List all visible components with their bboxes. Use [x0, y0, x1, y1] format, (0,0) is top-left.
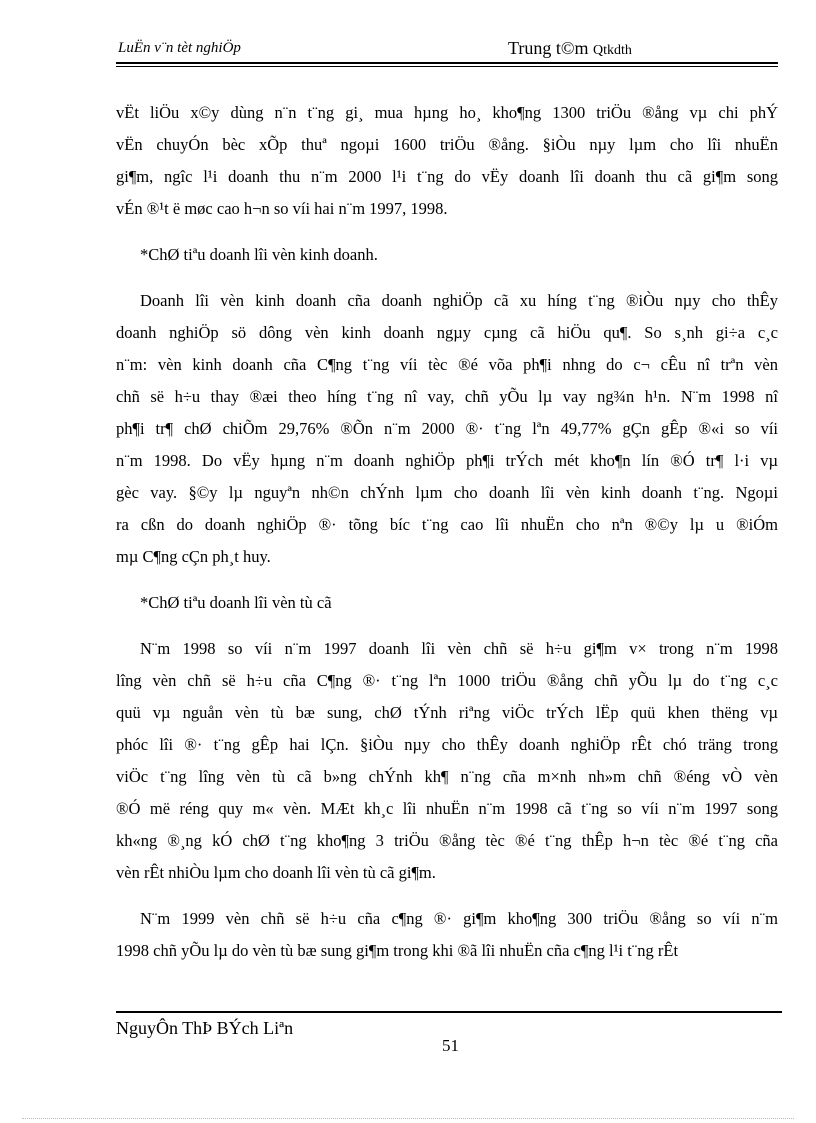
text-line: phóc lîi ®· t¨ng gÊp hai lÇn. §iÒu nµy cho thÊy doanh nghiÖp rÊt chó träng trong	[116, 735, 778, 754]
footer-author: NguyÔn ThÞ BÝch Liªn	[116, 1018, 294, 1038]
text-line: n¨m 1998. Do vËy hµng n¨m doanh nghiÖp ph¶i trÝch mét kho¶n lín ®Ó tr¶ l·i vµ	[116, 451, 778, 470]
header-center-abbrev: Qtkdth	[593, 43, 632, 58]
text-line: 1998 chñ yÕu lµ do vèn tù bæ sung gi¶m trong khi ®ã lîi nhuËn cña c¶ng l¹i t¨ng rÊt	[116, 941, 679, 960]
body-paragraph	[116, 97, 778, 225]
text-line: N¨m 1998 so víi n¨m 1997 doanh lîi vèn chñ së h÷u gi¶m v× trong n¨m 1998	[140, 639, 778, 658]
text-line: gi¶m, ngîc l¹i doanh thu n¨m 2000 l¹i t¨ng do vËy doanh lîi doanh thu cã gi¶m song	[116, 167, 778, 186]
text-line: n¨m: vèn kinh doanh cña C¶ng t¨ng víi tèc ®é võa ph¶i nhng do c¬ cÊu nî trªn vèn	[116, 355, 778, 374]
page-body	[116, 97, 778, 967]
page-edge-dotted	[22, 1118, 794, 1119]
text-line: ®Ó më réng quy m« vèn. MÆt kh¸c lîi nhuËn n¨m 1998 cã t¨ng so víi n¨m 1997 song	[116, 799, 778, 818]
text-line: mµ C¶ng cÇn ph¸t huy.	[116, 547, 271, 566]
header-rule-thin	[116, 66, 778, 67]
text-line: vËn chuyÓn bèc xÕp thuª ngoµi 1600 triÖu ®ång. §iÒu nµy lµm cho lîi nhuËn	[116, 135, 778, 154]
text-line: quü vµ nguån vèn tù bæ sung, chØ tÝnh riªng viÖc trÝch lËp quü khen thëng vµ	[116, 703, 778, 722]
text-line: vËt liÖu x©y dùng n¨n t¨ng gi¸ mua hµng ho¸ kho¶ng 1300 triÖu ®ång vµ chi phÝ	[116, 103, 778, 122]
page-number: 51	[442, 1036, 459, 1055]
text-line: lîng vèn chñ së h÷u cña C¶ng ®· t¨ng lªn 1000 triÖu ®ång chñ yÕu lµ do t¨ng c¸c	[116, 671, 778, 690]
footer-rule	[116, 1011, 782, 1013]
text-line: Doanh lîi vèn kinh doanh cña doanh nghiÖp cã xu híng t¨ng ®iÒu nµy cho thÊy	[140, 291, 778, 310]
text-line: N¨m 1999 vèn chñ së h÷u cña c¶ng ®· gi¶m kho¶ng 300 triÖu ®ång so víi n¨m	[140, 909, 778, 928]
text-line: vÉn ®¹t ë møc cao h¬n so víi hai n¨m 1997, 1998.	[116, 199, 448, 218]
header-center-main: Trung t©m	[508, 38, 589, 58]
body-paragraph	[116, 285, 778, 573]
body-paragraph	[116, 903, 778, 967]
text-line: ph¶i tr¶ chØ chiÕm 29,76% ®Õn n¨m 2000 ®· t¨ng lªn 49,77% gÇn gÊp ®«i so víi	[116, 419, 778, 438]
text-line: gèc vay. §©y lµ nguyªn nh©n chÝnh lµm cho doanh lîi vèn kinh doanh t¨ng. Ngoµi	[116, 483, 778, 502]
body-paragraph	[116, 633, 778, 889]
text-line: kh«ng ®¸ng kÓ chØ t¨ng kho¶ng 3 triÖu ®ång tèc ®é t¨ng thÊp h¬n tèc ®é t¨ng cña	[116, 831, 778, 850]
text-line: viÖc t¨ng lîng vèn tù cã b»ng chÝnh kh¶ n¨ng cña m×nh nh»m chñ ®éng vÒ vèn	[116, 767, 778, 786]
text-line: *ChØ tiªu doanh lîi vèn kinh doanh.	[140, 245, 378, 264]
text-line: ra cßn do doanh nghiÖp ®· tõng bíc t¨ng cao lîi nhuËn cho nªn ®©y lµ u ®iÓm	[116, 515, 778, 534]
header-center-name	[508, 38, 632, 59]
text-line: chñ së h÷u thay ®æi theo híng t¨ng nî vay, chñ yÕu lµ vay ng¾n h¹n. N¨m 1998 nî	[116, 387, 778, 406]
body-paragraph	[116, 587, 778, 619]
text-line: doanh nghiÖp sö dông vèn kinh doanh ngµy cµng cã hiÖu qu¶. So s¸nh gi÷a c¸c	[116, 323, 778, 342]
text-line: *ChØ tiªu doanh lîi vèn tù cã	[140, 593, 332, 612]
text-line: vèn rÊt nhiÒu lµm cho doanh lîi vèn tù cã gi¶m.	[116, 863, 436, 882]
body-paragraph	[116, 239, 778, 271]
header-thesis-title: LuËn v¨n tèt nghiÖp	[118, 40, 241, 56]
header-rule-thick	[116, 62, 778, 64]
